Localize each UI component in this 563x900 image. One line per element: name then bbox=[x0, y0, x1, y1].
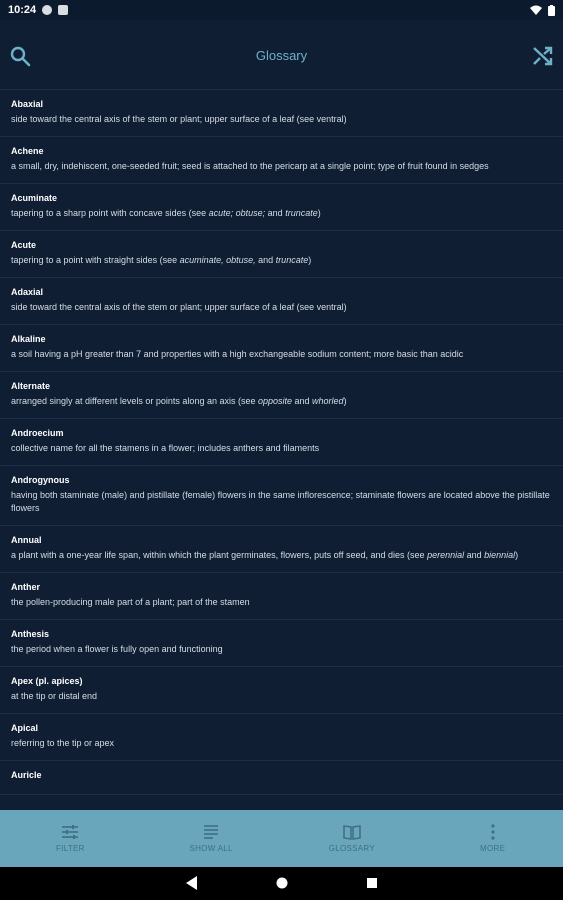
glossary-term: Alkaline bbox=[11, 334, 46, 344]
glossary-definition: the period when a flower is fully open and functioning bbox=[11, 644, 223, 654]
status-left bbox=[8, 4, 68, 16]
bottom-navigation bbox=[0, 810, 563, 867]
glossary-definition: side toward the central axis of the stem or plant; upper surface of a leaf (see ventral) bbox=[11, 302, 347, 312]
glossary-term: Acute bbox=[11, 240, 37, 250]
glossary-entry[interactable] bbox=[0, 137, 563, 184]
recents-icon[interactable] bbox=[366, 876, 378, 890]
home-icon[interactable] bbox=[276, 876, 288, 890]
glossary-definition: collective name for all the stamens in a flower; includes anthers and filaments bbox=[11, 443, 320, 453]
glossary-entry[interactable] bbox=[0, 278, 563, 325]
glossary-term: Alternate bbox=[11, 381, 51, 391]
definition-emphasis: acuminate, obtuse, bbox=[179, 255, 256, 265]
more-vertical-icon bbox=[490, 824, 496, 840]
definition-emphasis: acute; obtuse; bbox=[208, 208, 266, 218]
definition-text: and bbox=[265, 208, 286, 218]
glossary-definition: referring to the tip or apex bbox=[11, 738, 115, 748]
system-navigation-bar bbox=[0, 867, 563, 900]
list-icon bbox=[203, 824, 219, 840]
sliders-icon bbox=[61, 824, 79, 840]
glossary-definition bbox=[11, 254, 552, 267]
glossary-definition: a soil having a pH greater than 7 and properties with a high exchangeable sodium content; more basic than acidic bbox=[11, 349, 464, 359]
glossary-entry[interactable] bbox=[0, 372, 563, 419]
definition-emphasis: truncate bbox=[275, 255, 309, 265]
battery-icon bbox=[548, 5, 555, 16]
definition-text: ) bbox=[317, 208, 321, 218]
definition-text: tapering to a sharp point with concave sides (see bbox=[11, 208, 209, 218]
glossary-entry[interactable] bbox=[0, 184, 563, 231]
glossary-definition: having both staminate (male) and pistillate (female) flowers in the same inflorescence; staminate flowers are located above the pistillate flowers bbox=[11, 490, 550, 513]
glossary-term: Annual bbox=[11, 535, 42, 545]
glossary-term: Auricle bbox=[11, 770, 42, 780]
glossary-term: Apical bbox=[11, 723, 39, 733]
glossary-term: Acuminate bbox=[11, 193, 58, 203]
shuffle-icon[interactable] bbox=[531, 44, 555, 68]
definition-text: and bbox=[255, 255, 276, 265]
glossary-entry[interactable] bbox=[0, 325, 563, 372]
definition-emphasis: perennial bbox=[427, 550, 465, 560]
definition-text: arranged singly at different levels or points along an axis (see bbox=[11, 396, 258, 406]
nav-glossary-label: GLOSSARY bbox=[328, 844, 376, 853]
glossary-entry[interactable] bbox=[0, 231, 563, 278]
nav-show-all[interactable] bbox=[141, 810, 282, 867]
glossary-term: Androgynous bbox=[11, 475, 70, 485]
glossary-definition bbox=[11, 395, 552, 408]
nav-show-all-label: SHOW ALL bbox=[189, 844, 233, 853]
glossary-definition: side toward the central axis of the stem or plant; upper surface of a leaf (see ventral) bbox=[11, 114, 347, 124]
definition-text: ) bbox=[308, 255, 312, 265]
glossary-list[interactable] bbox=[0, 90, 563, 810]
definition-text: and bbox=[292, 396, 313, 406]
nav-more-label: MORE bbox=[480, 844, 506, 853]
wifi-icon bbox=[530, 5, 542, 15]
glossary-definition bbox=[11, 549, 552, 562]
definition-text: tapering to a point with straight sides (see bbox=[11, 255, 180, 265]
glossary-entry[interactable] bbox=[0, 90, 563, 137]
app-bar bbox=[0, 20, 563, 90]
app-notification-icon bbox=[42, 5, 52, 15]
glossary-entry[interactable] bbox=[0, 620, 563, 667]
nav-glossary[interactable] bbox=[282, 810, 423, 867]
glossary-entry[interactable] bbox=[0, 573, 563, 620]
glossary-entry[interactable] bbox=[0, 419, 563, 466]
glossary-entry[interactable] bbox=[0, 714, 563, 761]
back-icon[interactable] bbox=[186, 876, 198, 890]
nav-filter[interactable] bbox=[0, 810, 141, 867]
definition-emphasis: opposite bbox=[257, 396, 293, 406]
status-bar bbox=[0, 0, 563, 20]
glossary-definition: the pollen-producing male part of a plant; part of the stamen bbox=[11, 597, 250, 607]
book-icon bbox=[343, 824, 361, 840]
status-time: 10:24 bbox=[8, 4, 37, 16]
definition-text: a plant with a one-year life span, within which the plant germinates, flowers, puts off seed, and dies (see bbox=[11, 550, 428, 560]
sd-card-icon bbox=[58, 5, 68, 15]
glossary-definition: a small, dry, indehiscent, one-seeded fruit; seed is attached to the pericarp at a single point; type of fruit found in sedges bbox=[11, 161, 489, 171]
glossary-term: Anther bbox=[11, 582, 40, 592]
glossary-term: Anthesis bbox=[11, 629, 50, 639]
glossary-term: Achene bbox=[11, 146, 44, 156]
definition-text: and bbox=[464, 550, 485, 560]
glossary-term: Abaxial bbox=[11, 99, 44, 109]
definition-emphasis: biennial bbox=[484, 550, 516, 560]
nav-filter-label: FILTER bbox=[55, 844, 85, 853]
definition-text: ) bbox=[515, 550, 519, 560]
definition-emphasis: whorled bbox=[312, 396, 344, 406]
glossary-definition: at the tip or distal end bbox=[11, 691, 98, 701]
glossary-entry[interactable] bbox=[0, 466, 563, 526]
glossary-term: Adaxial bbox=[11, 287, 44, 297]
glossary-term: Apex (pl. apices) bbox=[11, 676, 83, 686]
glossary-term: Androecium bbox=[11, 428, 64, 438]
glossary-entry[interactable] bbox=[0, 667, 563, 714]
glossary-entry[interactable] bbox=[0, 761, 563, 795]
status-right bbox=[530, 5, 555, 16]
page-title: Glossary bbox=[255, 48, 308, 63]
glossary-entry[interactable] bbox=[0, 526, 563, 573]
nav-more[interactable] bbox=[422, 810, 563, 867]
definition-text: ) bbox=[343, 396, 347, 406]
glossary-definition bbox=[11, 207, 552, 220]
definition-emphasis: truncate bbox=[285, 208, 318, 218]
